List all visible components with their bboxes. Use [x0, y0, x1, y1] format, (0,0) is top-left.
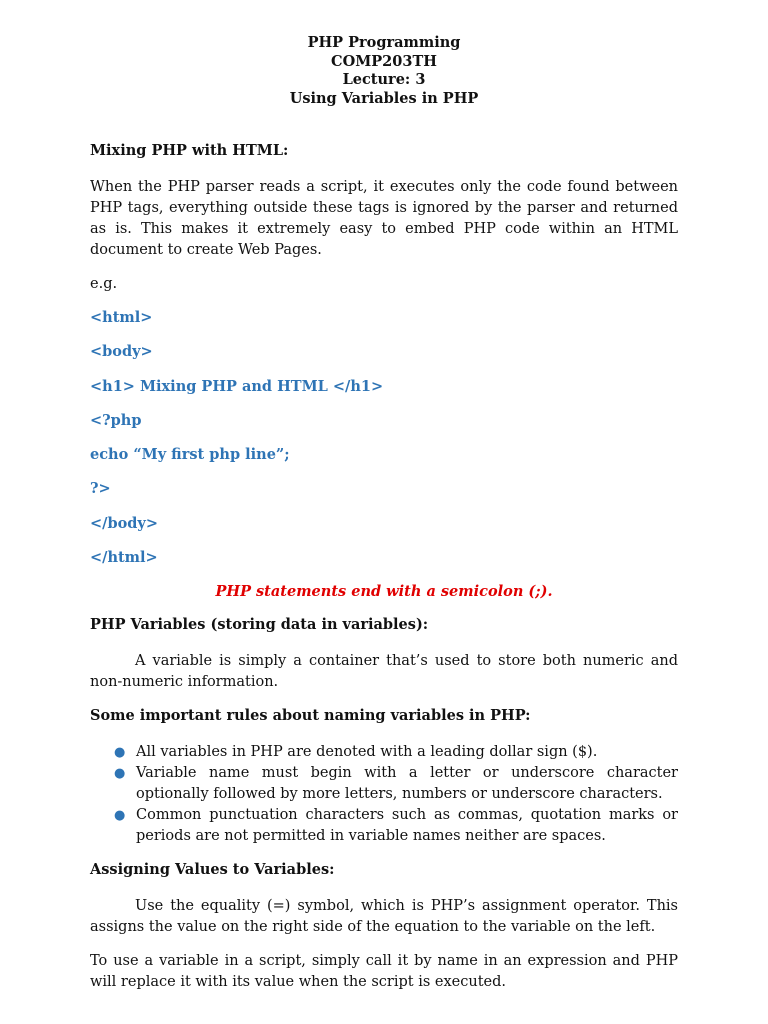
course-name: PHP Programming	[307, 34, 461, 51]
mixing-paragraph: When the PHP parser reads a script, it executes only the code found between PHP tags, everything outside these tags is ignored by the parser and returned as is. This makes it extremely easy to embed PHP code within an HTML document to create Web Pages.	[90, 179, 678, 258]
bullet-icon: ●	[114, 745, 126, 761]
section-heading-mixing: Mixing PHP with HTML:	[90, 142, 289, 159]
code-line: <body>	[90, 343, 153, 361]
lecture-title: Using Variables in PHP	[289, 89, 479, 107]
rule-text: Variable name must begin with a letter or underscore character optionally followed by more letters, numbers or underscore characters.	[136, 765, 678, 803]
list-item	[90, 805, 678, 847]
rules-list	[90, 742, 678, 847]
code-line: <html>	[90, 309, 153, 326]
document-header	[90, 34, 678, 108]
course-code: COMP203TH	[331, 52, 437, 70]
rule-text: Common punctuation characters such as commas, quotation marks or periods are not permitted in variable names neither are spaces.	[136, 807, 678, 845]
usage-paragraph: To use a variable in a script, simply call it by name in an expression and PHP will replace it with its value when the script is executed.	[90, 953, 678, 991]
code-example	[90, 307, 678, 568]
bullet-icon: ●	[114, 766, 126, 782]
variables-paragraph: A variable is simply a container that’s used to store both numeric and non-numeric information.	[90, 653, 678, 691]
semicolon-note: PHP statements end with a semicolon (;).	[215, 583, 553, 601]
bullet-icon: ●	[114, 808, 126, 824]
example-label: e.g.	[90, 276, 118, 292]
section-heading-assigning: Assigning Values to Variables:	[90, 861, 335, 879]
rule-text: All variables in PHP are denoted with a leading dollar sign ($).	[136, 744, 598, 761]
code-line: echo “My first php line”;	[90, 446, 290, 464]
list-item	[90, 742, 678, 763]
list-item	[90, 763, 678, 805]
code-line: </html>	[90, 549, 158, 567]
code-line: <h1> Mixing PHP and HTML </h1>	[90, 377, 384, 395]
code-line: ?>	[90, 480, 111, 498]
code-line: </body>	[90, 514, 158, 532]
code-line: <?php	[90, 411, 142, 429]
lecture-number: Lecture: 3	[342, 71, 426, 88]
assigning-paragraph: Use the equality (=) symbol, which is PHP’s assignment operator. This assigns the value on the right side of the equation to the variable on the left.	[90, 898, 678, 936]
section-heading-rules: Some important rules about naming variables in PHP:	[90, 707, 531, 725]
section-heading-variables: PHP Variables (storing data in variables):	[90, 616, 429, 634]
